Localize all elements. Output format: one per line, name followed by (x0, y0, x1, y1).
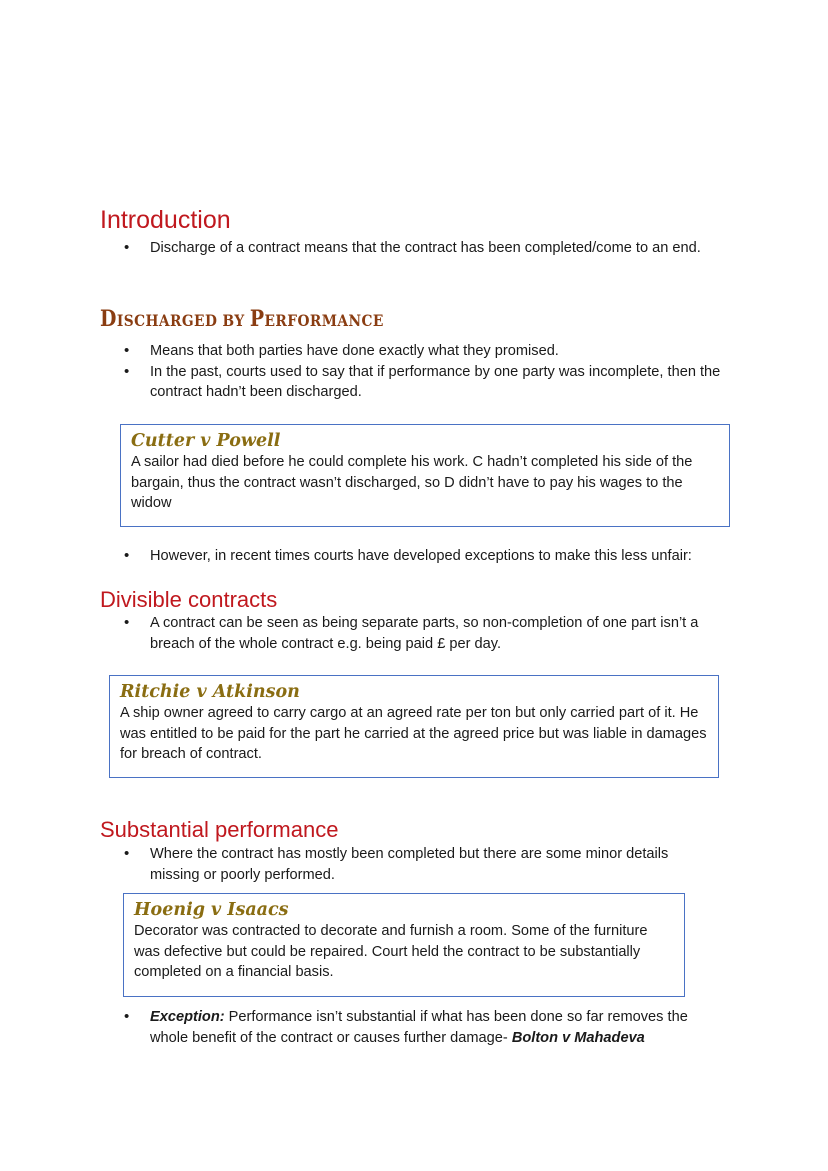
list-item (124, 1007, 724, 1048)
substantial-bullets (124, 844, 714, 885)
case-box-ritchie (109, 675, 719, 778)
introduction-bullets (124, 238, 704, 259)
substantial-heading: Substantial performance (100, 817, 339, 842)
exception-text: Performance isn’t substantial if what has been done so far removes the whole benefit of the contract or causes further damage- (150, 1009, 688, 1046)
case-box-hoenig (123, 893, 685, 997)
list-item: • Means that both parties have done exactly what they promised. (124, 341, 732, 362)
heading-cap: P (249, 306, 265, 332)
case-title: Cutter v Powell (131, 431, 281, 451)
case-box-cutter (120, 424, 730, 527)
heading-rest: ERFORMANCE (264, 311, 384, 330)
exception-case: Bolton v Mahadeva (511, 1029, 645, 1046)
performance-heading (100, 305, 384, 335)
case-title: Ritchie v Atkinson (120, 682, 300, 702)
performance-after-bullets (124, 546, 764, 567)
case-text: A ship owner agreed to carry cargo at an agreed rate per ton but only carried part of it. He was entitled to be paid for the part he carried at the agreed price but was liable in damages for breach of contract. (120, 705, 707, 762)
introduction-heading: Introduction (100, 206, 231, 234)
list-item: • In the past, courts used to say that if performance by one party was incomplete, then the contract hadn’t been discharged. (124, 362, 732, 403)
heading-rest: ISCHARGED BY (116, 311, 250, 330)
divisible-bullets (124, 613, 732, 654)
substantial-exception-bullets (124, 1007, 724, 1048)
list-item: • Discharge of a contract means that the contract has been completed/come to an end. (124, 238, 704, 259)
list-item: • Where the contract has mostly been completed but there are some minor details missing or poorly performed. (124, 844, 714, 885)
case-text: A sailor had died before he could complete his work. C hadn’t completed his side of the bargain, thus the contract wasn’t discharged, so D didn’t have to pay his wages to the widow (131, 454, 693, 511)
list-item: • However, in recent times courts have developed exceptions to make this less unfair: (124, 546, 764, 567)
exception-label: Exception: (150, 1009, 225, 1025)
case-title: Hoenig v Isaacs (134, 900, 289, 920)
divisible-heading: Divisible contracts (100, 587, 278, 612)
heading-cap: D (100, 306, 117, 332)
list-item: • A contract can be seen as being separate parts, so non-completion of one part isn’t a breach of the whole contract e.g. being paid £ per day. (124, 613, 732, 654)
performance-bullets (124, 341, 732, 403)
case-text: Decorator was contracted to decorate and furnish a room. Some of the furniture was defective but could be repaired. Court held the contract to be substantially completed on a financial basis. (134, 923, 648, 980)
